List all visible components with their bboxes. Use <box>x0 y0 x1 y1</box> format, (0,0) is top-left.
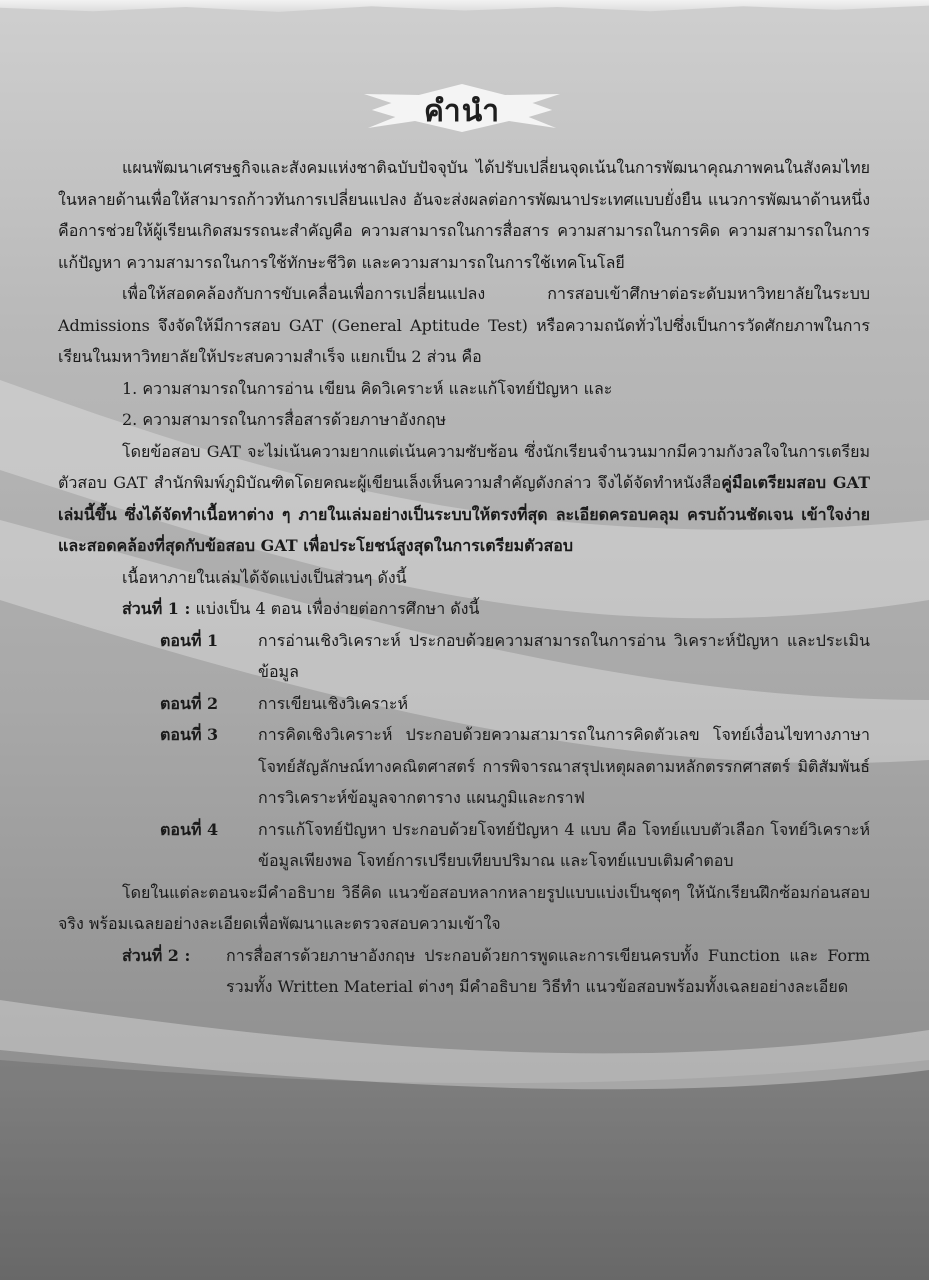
paragraph-1: แผนพัฒนาเศรษฐกิจและสังคมแห่งชาติฉบับปัจจุบัน ได้ปรับเปลี่ยนจุดเน้นในการพัฒนาคุณภาพคนในสังคมไทยในหลายด้านเพื่อให้สามารถก้าวทันการเปลี่ยนแปลง อันจะส่งผลต่อการพัฒนาประเทศแบบยั่งยืน แนวการพัฒนาด้านหนึ่งคือการช่วยให้ผู้เรียนเกิดสมรรถนะสำคัญคือ ความสามารถในการสื่อสาร ความสามารถในการคิด ความสามารถในการแก้ปัญหา ความสามารถในการใช้ทักษะชีวิต และความสามารถในการใช้เทคโนโลยี <box>58 158 870 272</box>
paragraph-3-bold: คู่มือเตรียมสอบ GAT เล่มนี้ขึ้น ซึ่งได้จัดทำเนื้อหาต่าง ๆ ภายในเล่มอย่างเป็นระบบให้ตรงที่สุด ละเอียดครอบคลุม ครบถ้วนชัดเจน เข้าใจง่ายและสอดคล้องที่สุดกับข้อสอบ GAT เพื่อประโยชน์สูงสุดในการเตรียมตัวสอบ <box>58 473 870 555</box>
episode-label: ตอนที่ 1 <box>160 630 219 650</box>
page-title: คำนำ <box>423 94 501 129</box>
part-2-text: การสื่อสารด้วยภาษาอังกฤษ ประกอบด้วยการพูดและการเขียนครบทั้ง Function และ Form รวมทั้ง Written Material ต่างๆ มีคำอธิบาย วิธีทำ แนวข้อสอบพร้อมทั้งเฉลยอย่างละเอียด <box>226 945 870 996</box>
episode-2 <box>160 688 870 720</box>
paragraph-2: เพื่อให้สอดคล้องกับการขับเคลื่อนเพื่อการเปลี่ยนแปลง การสอบเข้าศึกษาต่อระดับมหาวิทยาลัยในระบบ Admissions จึงจัดให้มีการสอบ GAT (General Aptitude Test) หรือความถนัดทั่วไปซึ่งเป็นการวัดศักยภาพในการเรียนในมหาวิทยาลัยให้ประสบความสำเร็จ แยกเป็น 2 ส่วน คือ <box>58 284 870 366</box>
episode-text: การอ่านเชิงวิเคราะห์ ประกอบด้วยความสามารถในการอ่าน วิเคราะห์ปัญหา และประเมินข้อมูล <box>258 630 870 681</box>
list-item-1: 1. ความสามารถในการอ่าน เขียน คิดวิเคราะห์ และแก้โจทย์ปัญหา และ <box>122 378 613 398</box>
part-1-label: ส่วนที่ 1 : <box>122 599 191 618</box>
part-2 <box>122 940 870 1003</box>
episode-label: ตอนที่ 4 <box>160 819 219 839</box>
list-item-2: 2. ความสามารถในการสื่อสารด้วยภาษาอังกฤษ <box>122 410 447 429</box>
paragraph-3 <box>58 436 870 562</box>
episode-3 <box>160 719 870 814</box>
episode-label: ตอนที่ 2 <box>160 693 219 713</box>
part-2-label: ส่วนที่ 2 : <box>122 945 191 965</box>
episode-text: การแก้โจทย์ปัญหา ประกอบด้วยโจทย์ปัญหา 4 แบบ คือ โจทย์แบบตัวเลือก โจทย์วิเคราะห์ข้อมูลเพียงพอ โจทย์การเปรียบเทียบปริมาณ และโจทย์แบบเติมคำตอบ <box>258 819 870 870</box>
preface-body <box>58 152 870 1003</box>
title-banner <box>364 84 560 134</box>
episode-1 <box>160 625 870 688</box>
part-1 <box>58 593 870 625</box>
paragraph-3-normal: โดยข้อสอบ GAT จะไม่เน้นความยากแต่เน้นความซับซ้อน ซึ่งนักเรียนจำนวนมากมีความกังวลใจในการเตรียมตัวสอบ GAT สำนักพิมพ์ภูมิบัณฑิตโดยคณะผู้เขียนเล็งเห็นความสำคัญดังกล่าว จึงได้จัดทำหนังสือ <box>58 441 870 492</box>
episode-text: การคิดเชิงวิเคราะห์ ประกอบด้วยความสามารถในการคิดตัวเลข โจทย์เงื่อนไขทางภาษา โจทย์สัญลักษณ์ทางคณิตศาสตร์ การพิจารณาสรุปเหตุผลตามหลักตรรกศาสตร์ มิติสัมพันธ์ การวิเคราะห์ข้อมูลจากตาราง แผนภูมิและกราฟ <box>258 725 870 807</box>
episode-4 <box>160 814 870 877</box>
paragraph-5: โดยในแต่ละตอนจะมีคำอธิบาย วิธีคิด แนวข้อสอบหลากหลายรูปแบบแบ่งเป็นชุดๆ ให้นักเรียนฝึกซ้อมก่อนสอบจริง พร้อมเฉลยอย่างละเอียดเพื่อพัฒนาและตรวจสอบความเข้าใจ <box>58 882 870 933</box>
paragraph-4: เนื้อหาภายในเล่มได้จัดแบ่งเป็นส่วนๆ ดังนี้ <box>122 567 407 587</box>
episode-text: การเขียนเชิงวิเคราะห์ <box>258 693 408 713</box>
part-1-text: แบ่งเป็น 4 ตอน เพื่อง่ายต่อการศึกษา ดังนี้ <box>195 599 480 618</box>
episode-label: ตอนที่ 3 <box>160 725 219 744</box>
